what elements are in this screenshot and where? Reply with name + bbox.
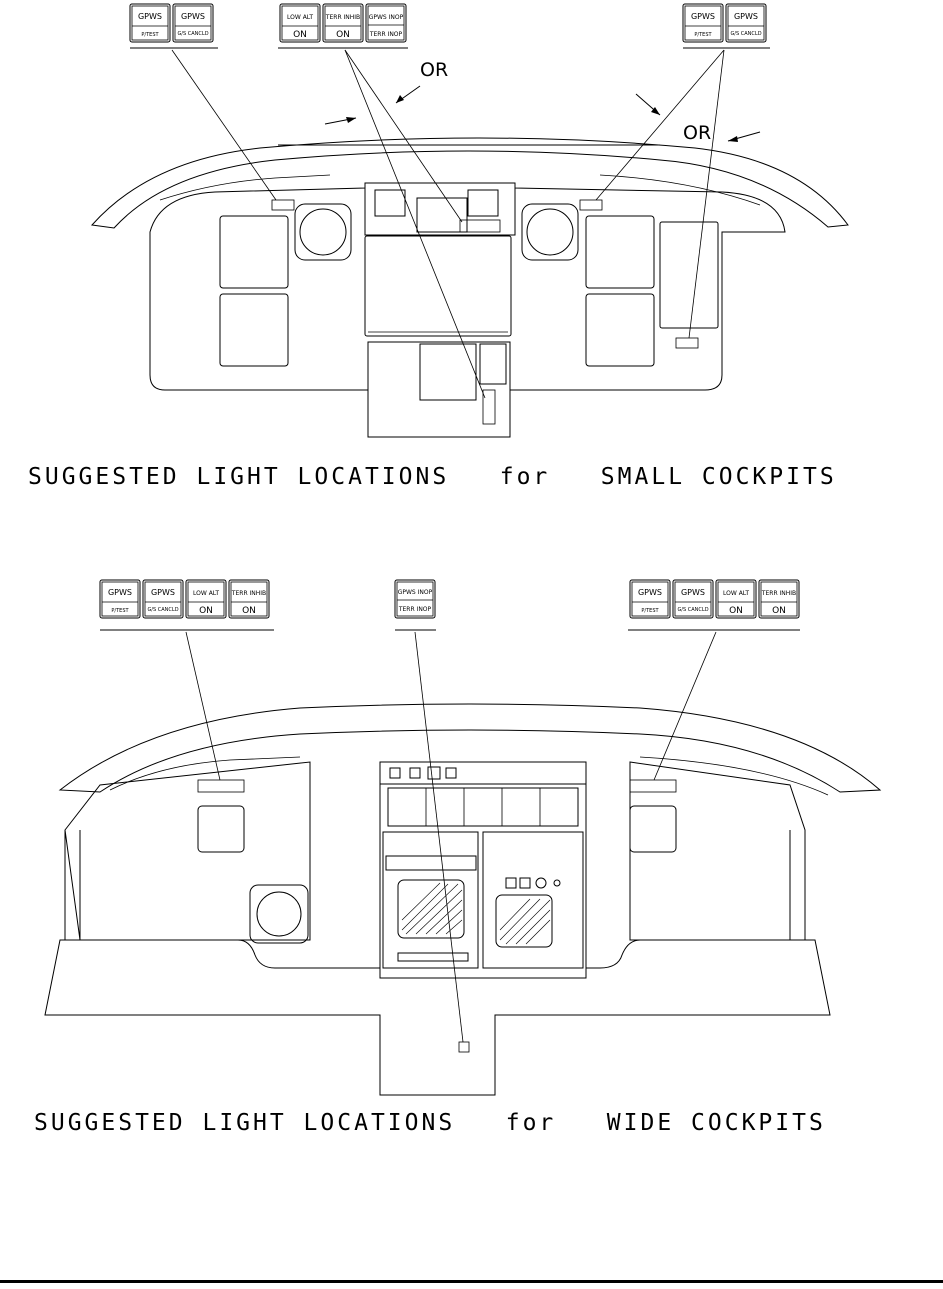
light-gpws-inop-terr-inop — [395, 580, 435, 618]
light-top-label: GPWS — [180, 12, 206, 21]
light-top-label: LOW ALT — [287, 14, 313, 21]
light-low-alt-on — [280, 4, 320, 42]
small-cockpit-caption: SUGGESTED LIGHT LOCATIONS for SMALL COCKPITS — [28, 464, 837, 490]
light-top-label: GPWS INOP — [368, 14, 404, 21]
light-bottom-label: ON — [772, 606, 786, 616]
small-cockpit-outline — [92, 138, 848, 437]
light-top-label: GPWS INOP — [397, 589, 433, 596]
light-low-alt-on — [716, 580, 756, 618]
light-gpws-ptest — [683, 4, 723, 42]
small-right-light-group — [683, 4, 770, 48]
light-top-label: TERR INHIB — [231, 590, 267, 597]
light-terr-inhib-on — [759, 580, 799, 618]
light-top-label: GPWS — [137, 12, 163, 21]
display-hatching — [402, 883, 550, 944]
light-low-alt-on — [186, 580, 226, 618]
light-bottom-label: P/TEST — [141, 32, 159, 38]
light-gpws-gs-canceld — [143, 580, 183, 618]
light-bottom-label: P/TEST — [694, 32, 712, 38]
light-top-label: TERR INHIB — [325, 14, 361, 21]
light-bottom-label: G/S CANCLD — [177, 31, 209, 37]
wide-right-light-group — [628, 580, 800, 630]
light-top-label: GPWS — [150, 588, 176, 597]
light-bottom-label: G/S CANCLD — [677, 607, 709, 613]
light-gpws-gs-canceld — [673, 580, 713, 618]
light-bottom-label: G/S CANCLD — [147, 607, 179, 613]
light-bottom-label: P/TEST — [111, 608, 129, 614]
wide-center-light-group — [395, 580, 436, 630]
wide-leader-lines — [186, 632, 716, 1042]
light-top-label: LOW ALT — [193, 590, 219, 597]
light-top-label: TERR INHIB — [761, 590, 797, 597]
or-label-left: OR — [420, 59, 449, 81]
light-top-label: GPWS — [680, 588, 706, 597]
light-bottom-label: TERR INOP — [369, 31, 403, 38]
small-center-light-group — [278, 4, 408, 48]
light-gpws-ptest — [100, 580, 140, 618]
light-bottom-label: P/TEST — [641, 608, 659, 614]
or-label-right: OR — [683, 122, 712, 144]
light-bottom-label: ON — [199, 606, 213, 616]
light-top-label: GPWS — [733, 12, 759, 21]
light-top-label: GPWS — [637, 588, 663, 597]
light-top-label: GPWS — [690, 12, 716, 21]
light-bottom-label: ON — [293, 30, 307, 40]
light-bottom-label: ON — [729, 606, 743, 616]
wide-left-light-group — [100, 580, 274, 630]
light-gpws-ptest — [630, 580, 670, 618]
light-gpws-gs-canceld — [173, 4, 213, 42]
light-top-label: LOW ALT — [723, 590, 749, 597]
light-bottom-label: ON — [242, 606, 256, 616]
light-gpws-inop-terr-inop — [366, 4, 406, 42]
light-terr-inhib-on — [323, 4, 363, 42]
page-bottom-rule — [0, 1280, 943, 1283]
light-bottom-label: ON — [336, 30, 350, 40]
light-top-label: GPWS — [107, 588, 133, 597]
light-bottom-label: TERR INOP — [398, 606, 432, 613]
small-left-light-group — [130, 4, 218, 48]
light-bottom-label: G/S CANCLD — [730, 31, 762, 37]
wide-cockpit-caption: SUGGESTED LIGHT LOCATIONS for WIDE COCKPITS — [34, 1110, 826, 1136]
small-leader-lines — [172, 50, 724, 398]
light-terr-inhib-on — [229, 580, 269, 618]
light-gpws-gs-canceld — [726, 4, 766, 42]
light-gpws-ptest — [130, 4, 170, 42]
